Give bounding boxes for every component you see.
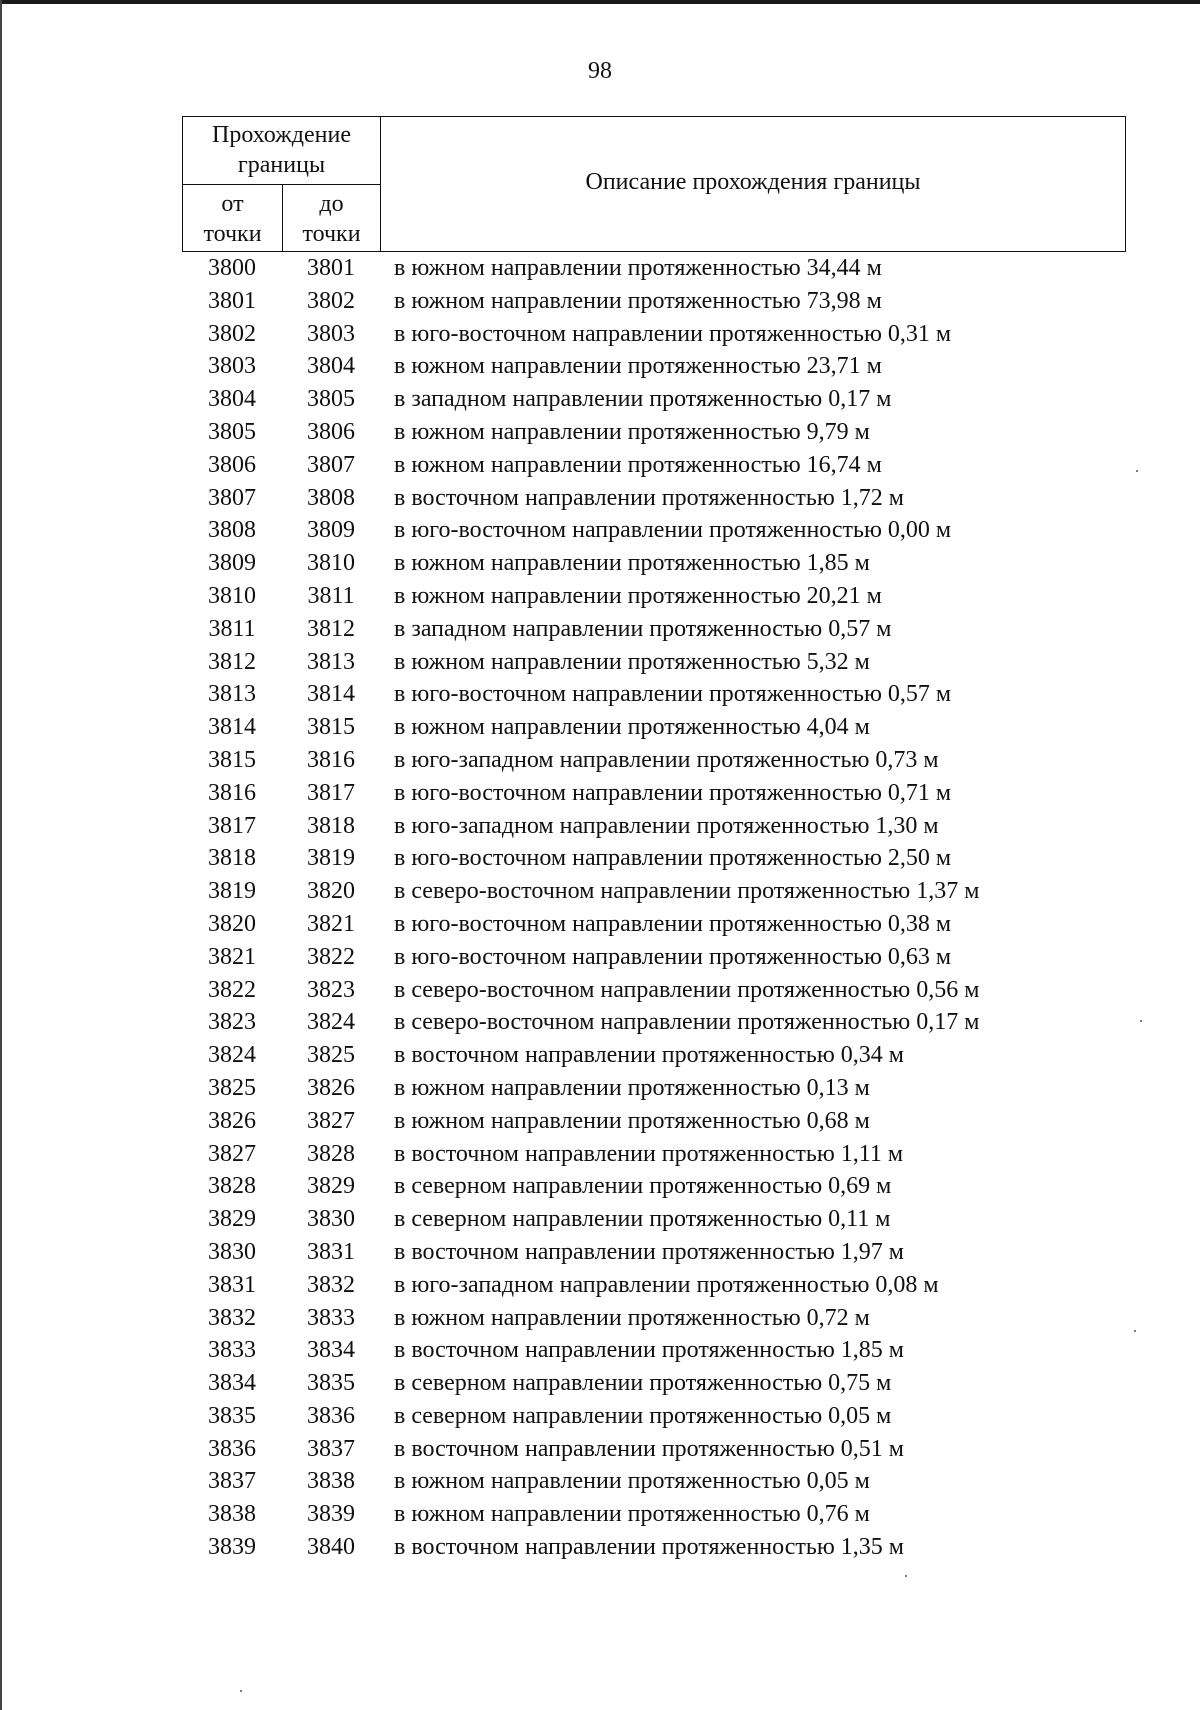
from-point-cell: 3832 <box>208 1304 256 1331</box>
description-cell: в юго-восточном направлении протяженностью 0,38 м <box>394 910 952 937</box>
header-description: Описание прохождения границы <box>585 169 921 195</box>
from-point-cell: 3837 <box>208 1468 256 1495</box>
from-point-cell: 3813 <box>208 681 256 708</box>
to-point-cell: 3805 <box>307 386 355 413</box>
table-row <box>182 1465 1126 1498</box>
table-row <box>182 482 1126 515</box>
header-boundary-passage <box>183 117 381 185</box>
header-passage-line1: Прохождение <box>211 122 351 148</box>
description-cell: в южном направлении протяженностью 5,32 м <box>394 648 870 675</box>
from-point-cell: 3814 <box>208 714 256 741</box>
from-point-cell: 3830 <box>208 1238 256 1265</box>
from-point-cell: 3811 <box>208 615 256 642</box>
table-row <box>182 580 1126 613</box>
table-header <box>182 116 1126 252</box>
header-to-point <box>283 185 381 251</box>
description-cell: в юго-восточном направлении протяженностью 0,71 м <box>394 779 952 806</box>
to-point-cell: 3809 <box>307 517 355 544</box>
from-point-cell: 3824 <box>208 1042 256 1069</box>
to-point-cell: 3816 <box>307 746 355 773</box>
description-cell: в северо-восточном направлении протяженностью 1,37 м <box>394 878 980 905</box>
from-point-cell: 3825 <box>208 1074 256 1101</box>
table-row <box>182 810 1126 843</box>
table-row <box>182 416 1126 449</box>
from-point-cell: 3823 <box>208 1009 256 1036</box>
from-point-cell: 3803 <box>208 353 256 380</box>
description-cell: в северо-восточном направлении протяженностью 0,17 м <box>394 1009 980 1036</box>
from-point-cell: 3812 <box>208 648 256 675</box>
scan-speck <box>240 1690 242 1692</box>
to-point-cell: 3837 <box>307 1435 355 1462</box>
table-row <box>182 547 1126 580</box>
table-row <box>182 1367 1126 1400</box>
from-point-cell: 3820 <box>208 910 256 937</box>
table-row <box>182 1039 1126 1072</box>
from-point-cell: 3835 <box>208 1402 256 1429</box>
to-point-cell: 3802 <box>307 287 355 314</box>
to-point-cell: 3807 <box>307 451 355 478</box>
description-cell: в южном направлении протяженностью 1,85 м <box>394 550 870 577</box>
to-point-cell: 3814 <box>307 681 355 708</box>
header-from-line1: от <box>221 191 244 217</box>
to-point-cell: 3801 <box>307 255 355 281</box>
table-row <box>182 613 1126 646</box>
scan-speck <box>1140 1020 1142 1022</box>
description-cell: в северо-восточном направлении протяженностью 0,56 м <box>394 976 980 1003</box>
page-number: 98 <box>588 58 612 84</box>
to-point-cell: 3839 <box>307 1501 355 1528</box>
scan-speck <box>1136 470 1138 472</box>
description-cell: в восточном направлении протяженностью 1,35 м <box>394 1534 904 1561</box>
to-point-cell: 3822 <box>307 943 355 970</box>
from-point-cell: 3817 <box>208 812 256 839</box>
to-point-cell: 3825 <box>307 1042 355 1069</box>
table-row <box>182 285 1126 318</box>
table-row <box>182 646 1126 679</box>
from-point-cell: 3804 <box>208 386 256 413</box>
description-cell: в южном направлении протяженностью 23,71 м <box>394 353 882 380</box>
from-point-cell: 3806 <box>208 451 256 478</box>
table-row <box>182 1105 1126 1138</box>
table-row <box>182 1269 1126 1302</box>
description-cell: в южном направлении протяженностью 9,79 м <box>394 418 870 445</box>
description-cell: в юго-восточном направлении протяженностью 0,57 м <box>394 681 952 708</box>
to-point-cell: 3806 <box>307 418 355 445</box>
to-point-cell: 3833 <box>307 1304 355 1331</box>
to-point-cell: 3828 <box>307 1140 355 1167</box>
description-cell: в восточном направлении протяженностью 0,51 м <box>394 1435 904 1462</box>
table-row <box>182 350 1126 383</box>
table-row <box>182 1433 1126 1466</box>
table-row <box>182 1138 1126 1171</box>
from-point-cell: 3816 <box>208 779 256 806</box>
to-point-cell: 3829 <box>307 1173 355 1200</box>
header-passage-line2: границы <box>237 152 326 178</box>
to-point-cell: 3827 <box>307 1107 355 1134</box>
table-row <box>182 744 1126 777</box>
description-cell: в южном направлении протяженностью 4,04 м <box>394 714 870 741</box>
table-row <box>182 1531 1126 1564</box>
from-point-cell: 3833 <box>208 1337 256 1364</box>
to-point-cell: 3804 <box>307 353 355 380</box>
from-point-cell: 3815 <box>208 746 256 773</box>
description-cell: в юго-восточном направлении протяженностью 0,63 м <box>394 943 952 970</box>
description-cell: в южном направлении протяженностью 16,74 м <box>394 451 882 478</box>
description-cell: в восточном направлении протяженностью 1,85 м <box>394 1337 904 1364</box>
to-point-cell: 3813 <box>307 648 355 675</box>
description-cell: в южном направлении протяженностью 34,44 м <box>394 255 882 281</box>
description-cell: в северном направлении протяженностью 0,11 м <box>394 1206 891 1233</box>
description-cell: в западном направлении протяженностью 0,57 м <box>394 615 892 642</box>
to-point-cell: 3820 <box>307 878 355 905</box>
from-point-cell: 3827 <box>208 1140 256 1167</box>
description-cell: в южном направлении протяженностью 0,13 м <box>394 1074 870 1101</box>
from-point-cell: 3801 <box>208 287 256 314</box>
from-point-cell: 3807 <box>208 484 256 511</box>
from-point-cell: 3834 <box>208 1370 256 1397</box>
description-cell: в южном направлении протяженностью 0,72 м <box>394 1304 870 1331</box>
from-point-cell: 3805 <box>208 418 256 445</box>
description-cell: в юго-западном направлении протяженностью 0,73 м <box>394 746 939 773</box>
to-point-cell: 3815 <box>307 714 355 741</box>
table-row <box>182 1203 1126 1236</box>
description-cell: в южном направлении протяженностью 0,68 м <box>394 1107 870 1134</box>
table-row <box>182 941 1126 974</box>
table-body <box>182 252 1126 1564</box>
to-point-cell: 3836 <box>307 1402 355 1429</box>
to-point-cell: 3812 <box>307 615 355 642</box>
table-row <box>182 842 1126 875</box>
from-point-cell: 3809 <box>208 550 256 577</box>
table-row <box>182 1236 1126 1269</box>
description-cell: в северном направлении протяженностью 0,75 м <box>394 1370 892 1397</box>
table-row <box>182 1072 1126 1105</box>
from-point-cell: 3822 <box>208 976 256 1003</box>
table-row <box>182 318 1126 351</box>
to-point-cell: 3803 <box>307 320 355 347</box>
scan-speck <box>1134 1330 1136 1332</box>
scan-speck <box>905 1575 907 1577</box>
to-point-cell: 3830 <box>307 1206 355 1233</box>
description-cell: в восточном направлении протяженностью 1,72 м <box>394 484 904 511</box>
description-cell: в южном направлении протяженностью 0,05 м <box>394 1468 870 1495</box>
from-point-cell: 3826 <box>208 1107 256 1134</box>
from-point-cell: 3802 <box>208 320 256 347</box>
description-cell: в южном направлении протяженностью 20,21 м <box>394 582 882 609</box>
from-point-cell: 3839 <box>208 1534 256 1561</box>
header-from-point <box>183 185 283 251</box>
from-point-cell: 3808 <box>208 517 256 544</box>
table-row <box>182 875 1126 908</box>
table-row <box>182 252 1126 285</box>
from-point-cell: 3828 <box>208 1173 256 1200</box>
to-point-cell: 3824 <box>307 1009 355 1036</box>
table-row <box>182 514 1126 547</box>
from-point-cell: 3819 <box>208 878 256 905</box>
table-row <box>182 678 1126 711</box>
table-row <box>182 1006 1126 1039</box>
table-row <box>182 1170 1126 1203</box>
table-row <box>182 711 1126 744</box>
table-row <box>182 1302 1126 1335</box>
table-row <box>182 449 1126 482</box>
description-cell: в восточном направлении протяженностью 0,34 м <box>394 1042 904 1069</box>
table-row <box>182 1334 1126 1367</box>
table-row <box>182 974 1126 1007</box>
table-row <box>182 1498 1126 1531</box>
description-cell: в северном направлении протяженностью 0,69 м <box>394 1173 892 1200</box>
table-row <box>182 777 1126 810</box>
description-cell: в восточном направлении протяженностью 1,11 м <box>394 1140 904 1167</box>
to-point-cell: 3832 <box>307 1271 355 1298</box>
description-cell: в северном направлении протяженностью 0,05 м <box>394 1402 892 1429</box>
description-cell: в юго-восточном направлении протяженностью 0,31 м <box>394 320 952 347</box>
from-point-cell: 3836 <box>208 1435 256 1462</box>
table-row <box>182 383 1126 416</box>
table-row <box>182 908 1126 941</box>
description-cell: в юго-западном направлении протяженностью 0,08 м <box>394 1271 939 1298</box>
to-point-cell: 3818 <box>307 812 355 839</box>
to-point-cell: 3831 <box>307 1238 355 1265</box>
description-cell: в южном направлении протяженностью 73,98 м <box>394 287 882 314</box>
to-point-cell: 3826 <box>307 1074 355 1101</box>
to-point-cell: 3840 <box>307 1534 355 1561</box>
to-point-cell: 3838 <box>307 1468 355 1495</box>
to-point-cell: 3835 <box>307 1370 355 1397</box>
from-point-cell: 3821 <box>208 943 256 970</box>
from-point-cell: 3800 <box>208 255 256 281</box>
from-point-cell: 3829 <box>208 1206 256 1233</box>
table-row <box>182 1400 1126 1433</box>
to-point-cell: 3817 <box>307 779 355 806</box>
header-to-line1: до <box>319 191 344 217</box>
scan-top-edge <box>0 0 1200 4</box>
to-point-cell: 3834 <box>307 1337 355 1364</box>
to-point-cell: 3823 <box>307 976 355 1003</box>
description-cell: в юго-западном направлении протяженностью 1,30 м <box>394 812 939 839</box>
description-cell: в юго-восточном направлении протяженностью 0,00 м <box>394 517 952 544</box>
description-cell: в восточном направлении протяженностью 1,97 м <box>394 1238 904 1265</box>
header-to-line2: точки <box>302 221 361 247</box>
to-point-cell: 3819 <box>307 845 355 872</box>
scan-left-edge <box>0 0 2 1710</box>
from-point-cell: 3831 <box>208 1271 256 1298</box>
from-point-cell: 3818 <box>208 845 256 872</box>
description-cell: в юго-восточном направлении протяженностью 2,50 м <box>394 845 952 872</box>
to-point-cell: 3821 <box>307 910 355 937</box>
from-point-cell: 3810 <box>208 582 256 609</box>
from-point-cell: 3838 <box>208 1501 256 1528</box>
header-from-line2: точки <box>203 221 262 247</box>
to-point-cell: 3808 <box>307 484 355 511</box>
to-point-cell: 3811 <box>307 582 355 609</box>
description-cell: в южном направлении протяженностью 0,76 м <box>394 1501 870 1528</box>
description-cell: в западном направлении протяженностью 0,17 м <box>394 386 892 413</box>
to-point-cell: 3810 <box>307 550 355 577</box>
